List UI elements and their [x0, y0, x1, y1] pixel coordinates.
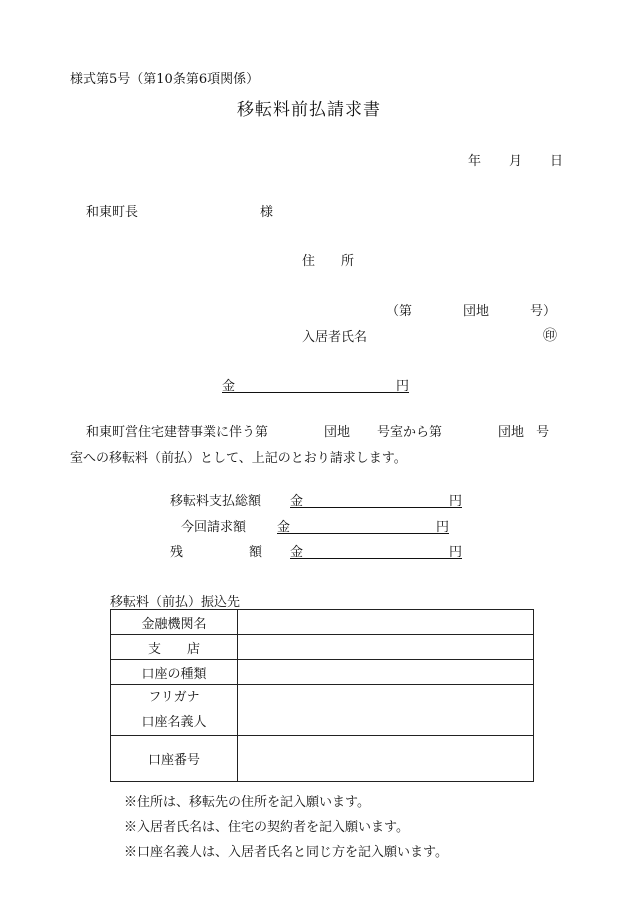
note-3: ※口座名義人は、入居者氏名と同じ方を記入願います。 — [124, 845, 448, 860]
body-text-e: 号 — [536, 425, 550, 440]
addressee: 和東町長 — [86, 205, 139, 220]
residence-danchi: 団地 — [463, 304, 490, 319]
body-text-b: 団地 — [324, 425, 351, 440]
holder-label-cell — [111, 685, 238, 736]
body-line-1 — [86, 420, 549, 446]
account-type-cell[interactable] — [238, 660, 534, 685]
body-text-d: 団地 — [498, 425, 525, 440]
total-en: 円 — [449, 494, 463, 509]
current-label: 今回請求額 — [181, 520, 247, 535]
seal-mark: ㊞ — [543, 328, 557, 344]
honorific: 様 — [260, 205, 274, 220]
note-1: ※住所は、移転先の住所を記入願います。 — [124, 795, 370, 810]
branch-cell[interactable] — [238, 635, 534, 660]
branch-label: 支 店 — [111, 635, 238, 660]
body-text-c: 号室から第 — [377, 425, 443, 440]
note-2: ※入居者氏名は、住宅の契約者を記入願います。 — [124, 820, 409, 835]
residence-dai: （第 — [386, 304, 413, 319]
transfer-heading: 移転料（前払）振込先 — [110, 595, 241, 610]
form-number: 様式第5号（第10条第6項関係） — [70, 72, 260, 87]
holder-label: 口座名義人 — [141, 715, 207, 730]
date-day: 日 — [550, 154, 564, 169]
resident-name-label: 入居者氏名 — [302, 330, 368, 345]
account-type-label: 口座の種類 — [111, 660, 238, 685]
bank-name-label: 金融機関名 — [111, 610, 238, 635]
bank-name-cell[interactable] — [238, 610, 534, 635]
current-kin: 金 — [277, 520, 291, 535]
amount-line — [222, 375, 409, 393]
body-text-a: 和東町営住宅建替事業に伴う第 — [86, 425, 269, 440]
date-month: 月 — [509, 154, 523, 169]
holder-cell[interactable] — [238, 685, 534, 736]
current-en: 円 — [436, 520, 450, 535]
account-number-cell[interactable] — [238, 736, 534, 782]
balance-line — [290, 541, 462, 559]
total-label: 移転料支払総額 — [170, 494, 262, 509]
total-line — [290, 490, 462, 508]
address-label: 住 所 — [302, 254, 355, 269]
amount-en: 円 — [396, 379, 410, 394]
furigana-label: フリガナ — [148, 690, 200, 705]
balance-label-2: 額 — [249, 545, 263, 560]
balance-en: 円 — [449, 545, 463, 560]
residence-go: 号） — [530, 304, 557, 319]
page-title: 移転料前払請求書 — [237, 100, 381, 120]
balance-label-1: 残 — [170, 545, 184, 560]
amount-kin: 金 — [222, 379, 236, 394]
total-kin: 金 — [290, 494, 304, 509]
body-line-2: 室への移転料（前払）として、上記のとおり請求します。 — [70, 451, 407, 466]
balance-kin: 金 — [290, 545, 304, 560]
transfer-table — [110, 609, 534, 782]
current-line — [277, 516, 449, 534]
account-number-label: 口座番号 — [111, 736, 238, 782]
date-year: 年 — [468, 154, 482, 169]
